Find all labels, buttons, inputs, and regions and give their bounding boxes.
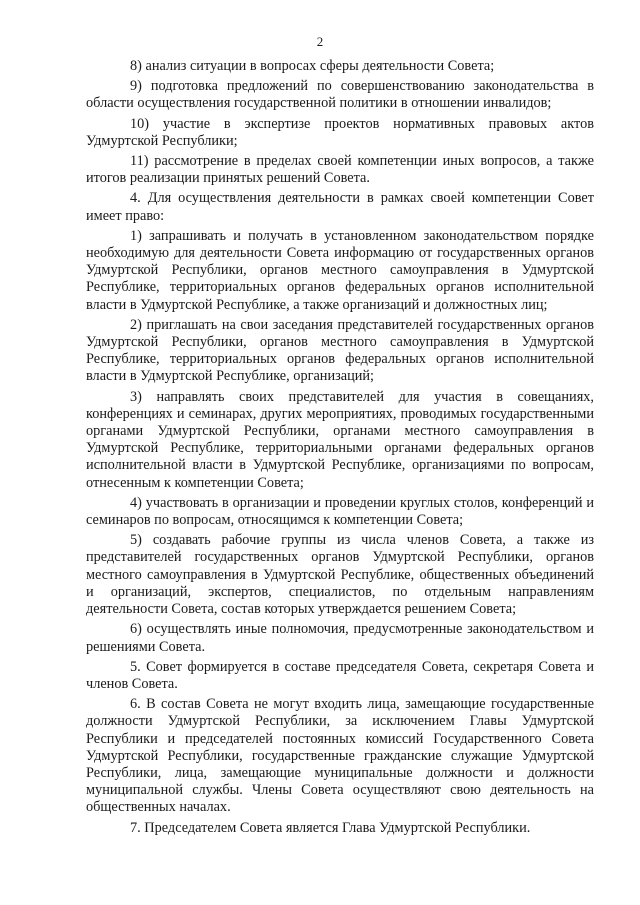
section-5-composition: 5. Совет формируется в составе председателя Совета, секретаря Совета и членов Совета.	[86, 658, 594, 692]
section-7-chairman: 7. Председателем Совета является Глава Удмуртской Республики.	[130, 819, 531, 836]
item-8-analysis: 8) анализ ситуации в вопросах сферы деятельности Совета;	[130, 58, 495, 74]
right-1-request-information: 1) запрашивать и получать в установленном законодательством порядке необходимую для деятельности Совета информацию от государственных органов Удмуртской Республики, органов местного самоуправления в Удмуртской Республике, территориальных органов федеральных органов исполнительной власти в Удмуртской Республике, а также организаций и должностных лиц;	[86, 227, 594, 313]
right-4-participate-events: 4) участвовать в организации и проведении круглых столов, конференций и семинаров по вопросам, относящимся к компетенции Совета;	[86, 494, 594, 529]
right-5-working-groups: 5) создавать рабочие группы из числа членов Совета, а также из представителей государственных органов Удмуртской Республики, органов местного самоуправления в Удмуртской Республике, общественных объединений и организаций, экспертов, специалистов, по отдельным направлениям деятельности Совета, состав которых утверждается решением Совета;	[86, 532, 594, 618]
right-2-invite-representatives: 2) приглашать на свои заседания представителей государственных органов Удмуртской Республики, органов местного самоуправления в Удмуртской Республике, территориальных органов федеральных органов исполнительной власти в Удмуртской Республике, организаций;	[86, 316, 594, 385]
right-6-other-powers: 6) осуществлять иные полномочия, предусмотренные законодательством и решениями Совета.	[86, 621, 594, 655]
document-body	[86, 58, 594, 840]
section-6-restrictions: 6. В состав Совета не могут входить лица, замещающие государственные должности Удмуртской Республики, за исключением Главы Удмуртской Республики и председателей постоянных комиссий Государственного Совета Удмуртской Республики, государственные гражданские служащие Удмуртской Республики, лица, замещающие муниципальные должности и должности муниципальной службы. Члены Совета осуществляют свою деятельность на общественных началах.	[86, 696, 594, 816]
section-4-rights-intro: 4. Для осуществления деятельности в рамках своей компетенции Совет имеет право:	[86, 190, 594, 224]
page-number: 2	[316, 34, 324, 49]
item-11-other-questions: 11) рассмотрение в пределах своей компетенции иных вопросов, а также итогов реализации принятых решений Совета.	[86, 153, 594, 187]
right-3-send-representatives: 3) направлять своих представителей для участия в совещаниях, конференциях и семинарах, других мероприятиях, проводимых государственными органами Удмуртской Республики, органами местного самоуправления в Удмуртской Республике, территориальными органами федеральных органов исполнительной власти в Удмуртской Республике, организациями по вопросам, отнесенным к компетенции Совета;	[86, 388, 594, 491]
item-10-expertise: 10) участие в экспертизе проектов нормативных правовых актов Удмуртской Республики;	[86, 115, 594, 149]
item-9-proposals: 9) подготовка предложений по совершенствованию законодательства в области осуществления государственной политики в отношении инвалидов;	[86, 78, 594, 112]
